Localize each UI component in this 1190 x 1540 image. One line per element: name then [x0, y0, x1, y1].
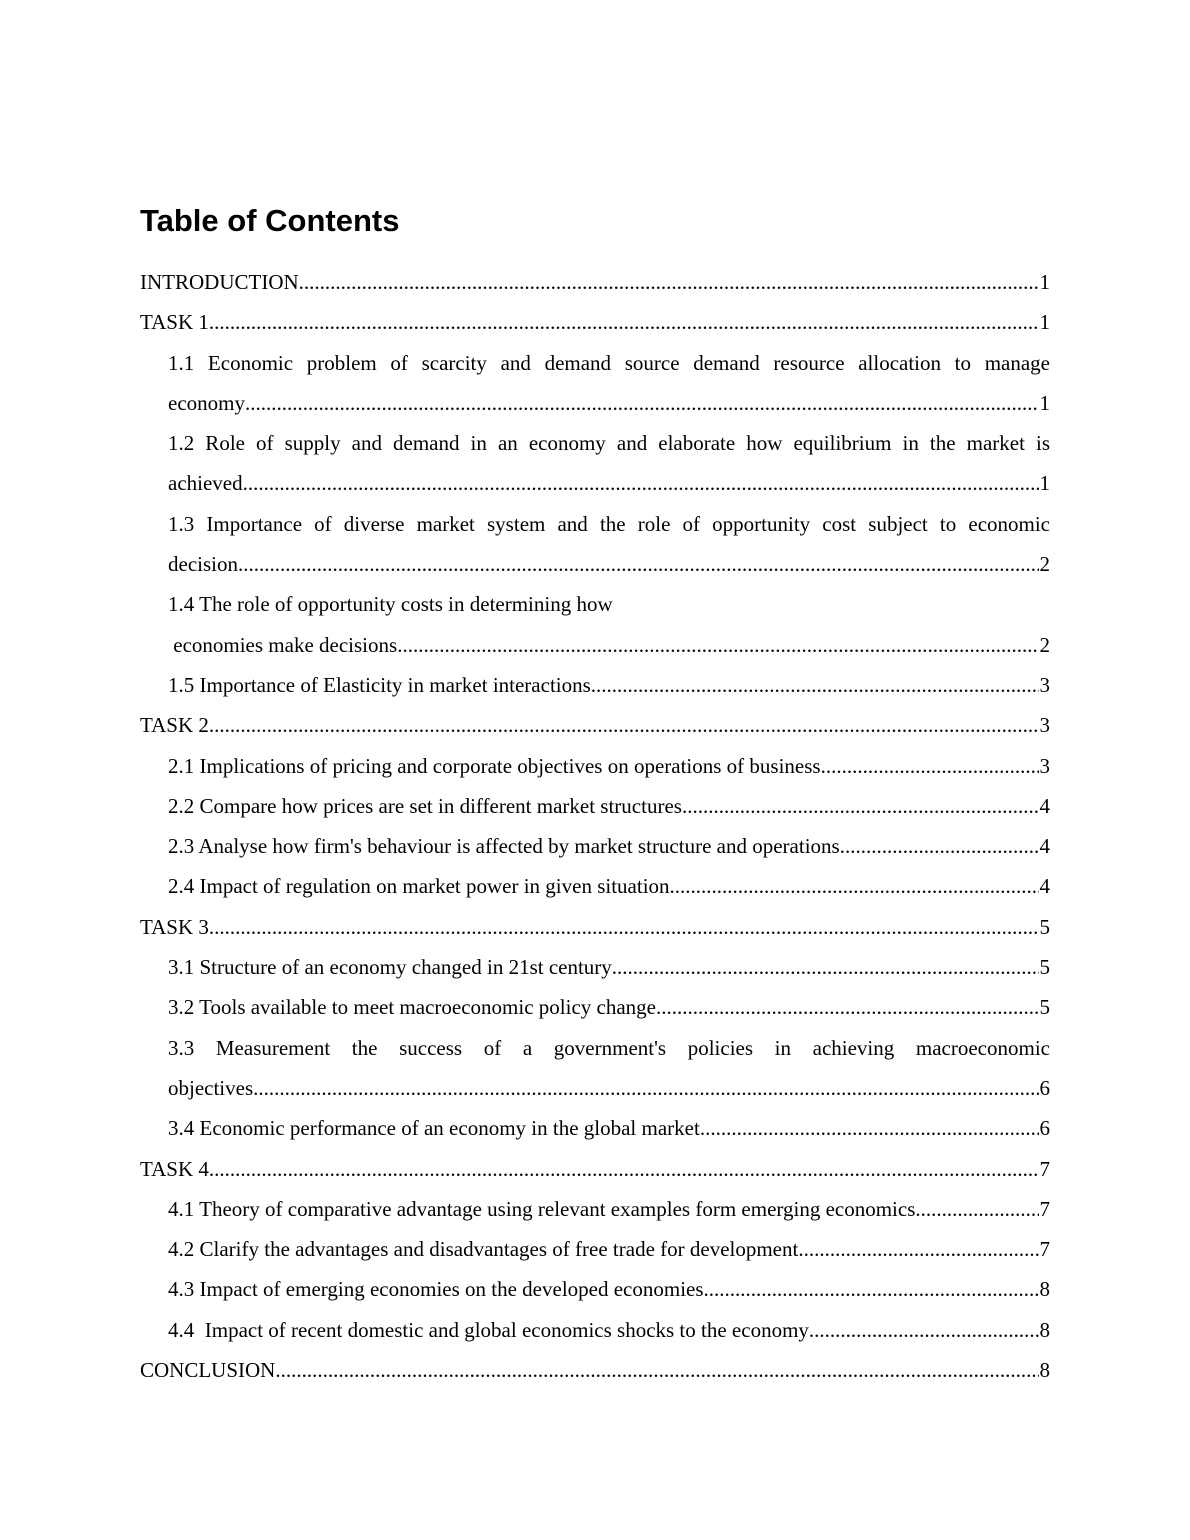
- dot-leader: [809, 1310, 1039, 1350]
- page-number: 6: [1039, 1116, 1050, 1141]
- dot-leader: [209, 705, 1039, 745]
- toc-label: INTRODUCTION: [140, 270, 299, 294]
- toc-label: economies make decisions: [168, 632, 398, 657]
- toc-entry-1-2[interactable]: [140, 423, 1050, 504]
- toc-label: 2.1 Implications of pricing and corporate objectives on operations of business: [168, 753, 821, 778]
- toc-entry-4-3[interactable]: [140, 1269, 1050, 1309]
- toc-entry-task-3[interactable]: [140, 907, 1050, 947]
- toc-entry-3-2[interactable]: [140, 987, 1050, 1027]
- page-number: 2: [1039, 632, 1050, 657]
- page-number: 4: [1039, 874, 1050, 899]
- toc-label-first-line: 1.2 Role of supply and demand in an economy and elaborate how equilibrium in the market is: [168, 431, 1050, 456]
- dot-leader: [704, 1269, 1039, 1309]
- dot-leader: [238, 544, 1039, 584]
- toc-label-first-line: 3.3 Measurement the success of a government's policies in achieving macroeconomic: [168, 1035, 1050, 1060]
- dot-leader: [209, 302, 1039, 342]
- toc-entry-4-2[interactable]: [140, 1229, 1050, 1269]
- page-number: 7: [1039, 1237, 1050, 1262]
- toc-entry-3-3[interactable]: [140, 1028, 1050, 1109]
- page-title: Table of Contents: [140, 203, 400, 238]
- page-number: 8: [1039, 1358, 1050, 1383]
- toc-label: achieved: [168, 471, 243, 496]
- page-number: 1: [1039, 310, 1050, 335]
- page-number: 1: [1039, 471, 1050, 496]
- toc-label-first-line: 1.3 Importance of diverse market system and the role of opportunity cost subject to economic: [168, 511, 1050, 536]
- dot-leader: [821, 746, 1039, 786]
- page-number: 7: [1039, 1156, 1050, 1181]
- toc-entry-3-4[interactable]: [140, 1108, 1050, 1148]
- toc-label: 2.3 Analyse how firm's behaviour is affected by market structure and operations: [168, 834, 840, 859]
- dot-leader: [209, 1149, 1039, 1189]
- toc-label: TASK 3: [140, 914, 209, 939]
- toc-label: CONCLUSION: [140, 1358, 276, 1383]
- toc-entry-task-1[interactable]: [140, 302, 1050, 342]
- toc-label: 4.3 Impact of emerging economies on the developed economies: [168, 1277, 704, 1302]
- page-number: 2: [1039, 552, 1050, 577]
- dot-leader: [656, 987, 1039, 1027]
- dot-leader: [209, 907, 1039, 947]
- page-number: 7: [1039, 1196, 1050, 1221]
- page-number: 8: [1039, 1317, 1050, 1342]
- toc-label-first-line: 1.4 The role of opportunity costs in determining how: [168, 592, 613, 617]
- dot-leader: [397, 625, 1038, 665]
- page-number: 5: [1039, 995, 1050, 1020]
- dot-leader: [245, 383, 1039, 423]
- toc-label: TASK 1: [140, 310, 209, 335]
- toc-label: 1.5 Importance of Elasticity in market interactions: [168, 672, 591, 697]
- toc-entry-2-3[interactable]: [140, 826, 1050, 866]
- toc-label: economy: [168, 390, 245, 415]
- toc-label-first-line: 1.1 Economic problem of scarcity and demand source demand resource allocation to manage: [168, 350, 1050, 375]
- dot-leader: [243, 463, 1039, 503]
- toc-entry-task-4[interactable]: [140, 1149, 1050, 1189]
- toc-entry-1-3[interactable]: [140, 504, 1050, 585]
- toc-label: decision: [168, 552, 238, 577]
- page-number: 5: [1039, 955, 1050, 980]
- toc-entry-task-2[interactable]: [140, 705, 1050, 745]
- toc-label: objectives: [168, 1075, 254, 1100]
- dot-leader: [700, 1108, 1039, 1148]
- toc-label: 3.1 Structure of an economy changed in 21st century: [168, 955, 612, 980]
- toc-entry-3-1[interactable]: [140, 947, 1050, 987]
- dot-leader: [670, 866, 1039, 906]
- toc-label: 3.4 Economic performance of an economy in the global market: [168, 1116, 700, 1141]
- dot-leader: [253, 1068, 1038, 1108]
- dot-leader: [591, 665, 1039, 705]
- toc-entry-1-4[interactable]: [140, 584, 1050, 665]
- page-number: 3: [1039, 713, 1050, 738]
- toc-entry-2-1[interactable]: [140, 746, 1050, 786]
- toc-label: 4.2 Clarify the advantages and disadvantages of free trade for development: [168, 1237, 799, 1262]
- toc-label: 2.4 Impact of regulation on market power in given situation: [168, 874, 670, 899]
- toc-entry-conclusion[interactable]: [140, 1350, 1050, 1390]
- page-number: 8: [1039, 1277, 1050, 1302]
- toc-entry-4-4[interactable]: [140, 1310, 1050, 1350]
- toc-label: TASK 2: [140, 713, 209, 738]
- page-number: 3: [1039, 672, 1050, 697]
- toc-entry-1-5[interactable]: [140, 665, 1050, 705]
- toc-list: [140, 262, 1050, 1390]
- toc-label: 3.2 Tools available to meet macroeconomic policy change: [168, 995, 656, 1020]
- page-number: 1: [1039, 270, 1050, 294]
- page-number: 3: [1039, 753, 1050, 778]
- toc-entry-2-2[interactable]: [140, 786, 1050, 826]
- dot-leader: [921, 1189, 1039, 1229]
- page-number: 4: [1039, 793, 1050, 818]
- toc-label: 4.4 Impact of recent domestic and global economics shocks to the economy: [168, 1317, 809, 1342]
- page-number: 6: [1039, 1075, 1050, 1100]
- dot-leader: [275, 1350, 1038, 1390]
- page-number: 5: [1039, 914, 1050, 939]
- dot-leader: [682, 786, 1039, 826]
- toc-entry-1-1[interactable]: [140, 343, 1050, 424]
- toc-label: TASK 4: [140, 1156, 209, 1181]
- dot-leader: [299, 262, 1039, 302]
- toc-entry-4-1[interactable]: [140, 1189, 1050, 1229]
- toc-label: 2.2 Compare how prices are set in different market structures: [168, 793, 682, 818]
- page-number: 4: [1039, 834, 1050, 859]
- dot-leader: [798, 1229, 1038, 1269]
- dot-leader: [612, 947, 1039, 987]
- dot-leader: [840, 826, 1039, 866]
- toc-entry-introduction[interactable]: [140, 262, 1050, 302]
- toc-label: 4.1 Theory of comparative advantage using relevant examples form emerging economics.: [168, 1196, 921, 1221]
- toc-entry-2-4[interactable]: [140, 866, 1050, 906]
- page-number: 1: [1039, 390, 1050, 415]
